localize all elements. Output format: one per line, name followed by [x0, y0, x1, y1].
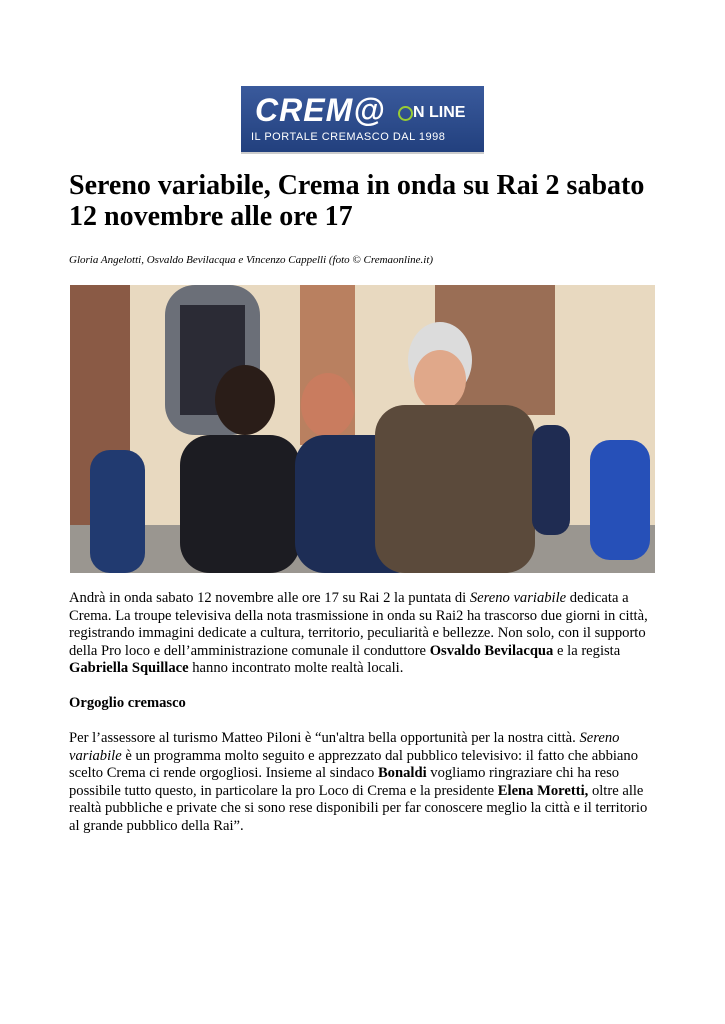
text: hanno incontrato molte realtà locali.	[188, 660, 404, 676]
paragraph	[69, 730, 659, 835]
photo-caption: Gloria Angelotti, Osvaldo Bevilacqua e Vincenzo Cappelli (foto © Cremaonline.it)	[69, 254, 434, 266]
logo-tagline: IL PORTALE CREMASCO DAL 1998	[251, 131, 446, 143]
bold-text: Gabriella Squillace	[69, 660, 189, 676]
text: Andrà in onda sabato 12 novembre alle ore 17 su Rai 2 la puntata di	[69, 590, 470, 606]
logo-brand: CREM@	[255, 92, 386, 128]
text: dedicata a Crema. La troupe televisiva della nota trasmissione in onda su Rai2 ha trascorso due giorni in città, registrando immagini dedicate a cultura, territorio, peculiarità e bellezze. Non solo, con il supporto della Pro loco e dell’amministrazione comunale il conduttore	[69, 590, 648, 659]
text: vogliamo ringraziare chi ha reso possibile tutto questo, in particolare la pro Loco di Crema e la presidente	[69, 765, 620, 799]
article-body	[69, 590, 659, 853]
power-icon	[398, 106, 413, 121]
logo-brand-suffix: N LINE	[413, 104, 466, 121]
bold-text: Orgoglio cremasco	[69, 695, 186, 711]
bold-text: Bonaldi	[377, 765, 427, 781]
article-photo	[70, 285, 655, 573]
site-logo	[241, 86, 484, 154]
italic-text: Sereno variabile	[469, 590, 567, 606]
bold-text: Elena Moretti,	[497, 782, 589, 799]
section-heading	[69, 695, 659, 713]
article-title: Sereno variabile, Crema in onda su Rai 2 sabato 12 novembre alle ore 17	[69, 170, 645, 232]
text: oltre alle realtà pubbliche e private che si sono rese disponibili per far conoscere meglio la città e il territorio al grande pubblico della Rai”.	[69, 782, 648, 834]
bold-text: Osvaldo Bevilacqua	[429, 642, 554, 659]
text: Per l’assessore al turismo Matteo Piloni è “un'altra bella opportunità per la nostra città.	[69, 730, 580, 746]
paragraph	[69, 590, 659, 678]
text: e la regista	[553, 642, 621, 659]
italic-text: Sereno variabile	[69, 730, 620, 764]
text: è un programma molto seguito e apprezzato dal pubblico televisivo: il fatto che abbiano scelto Crema ci rende orgogliosi. Insieme al sindaco	[69, 747, 638, 781]
